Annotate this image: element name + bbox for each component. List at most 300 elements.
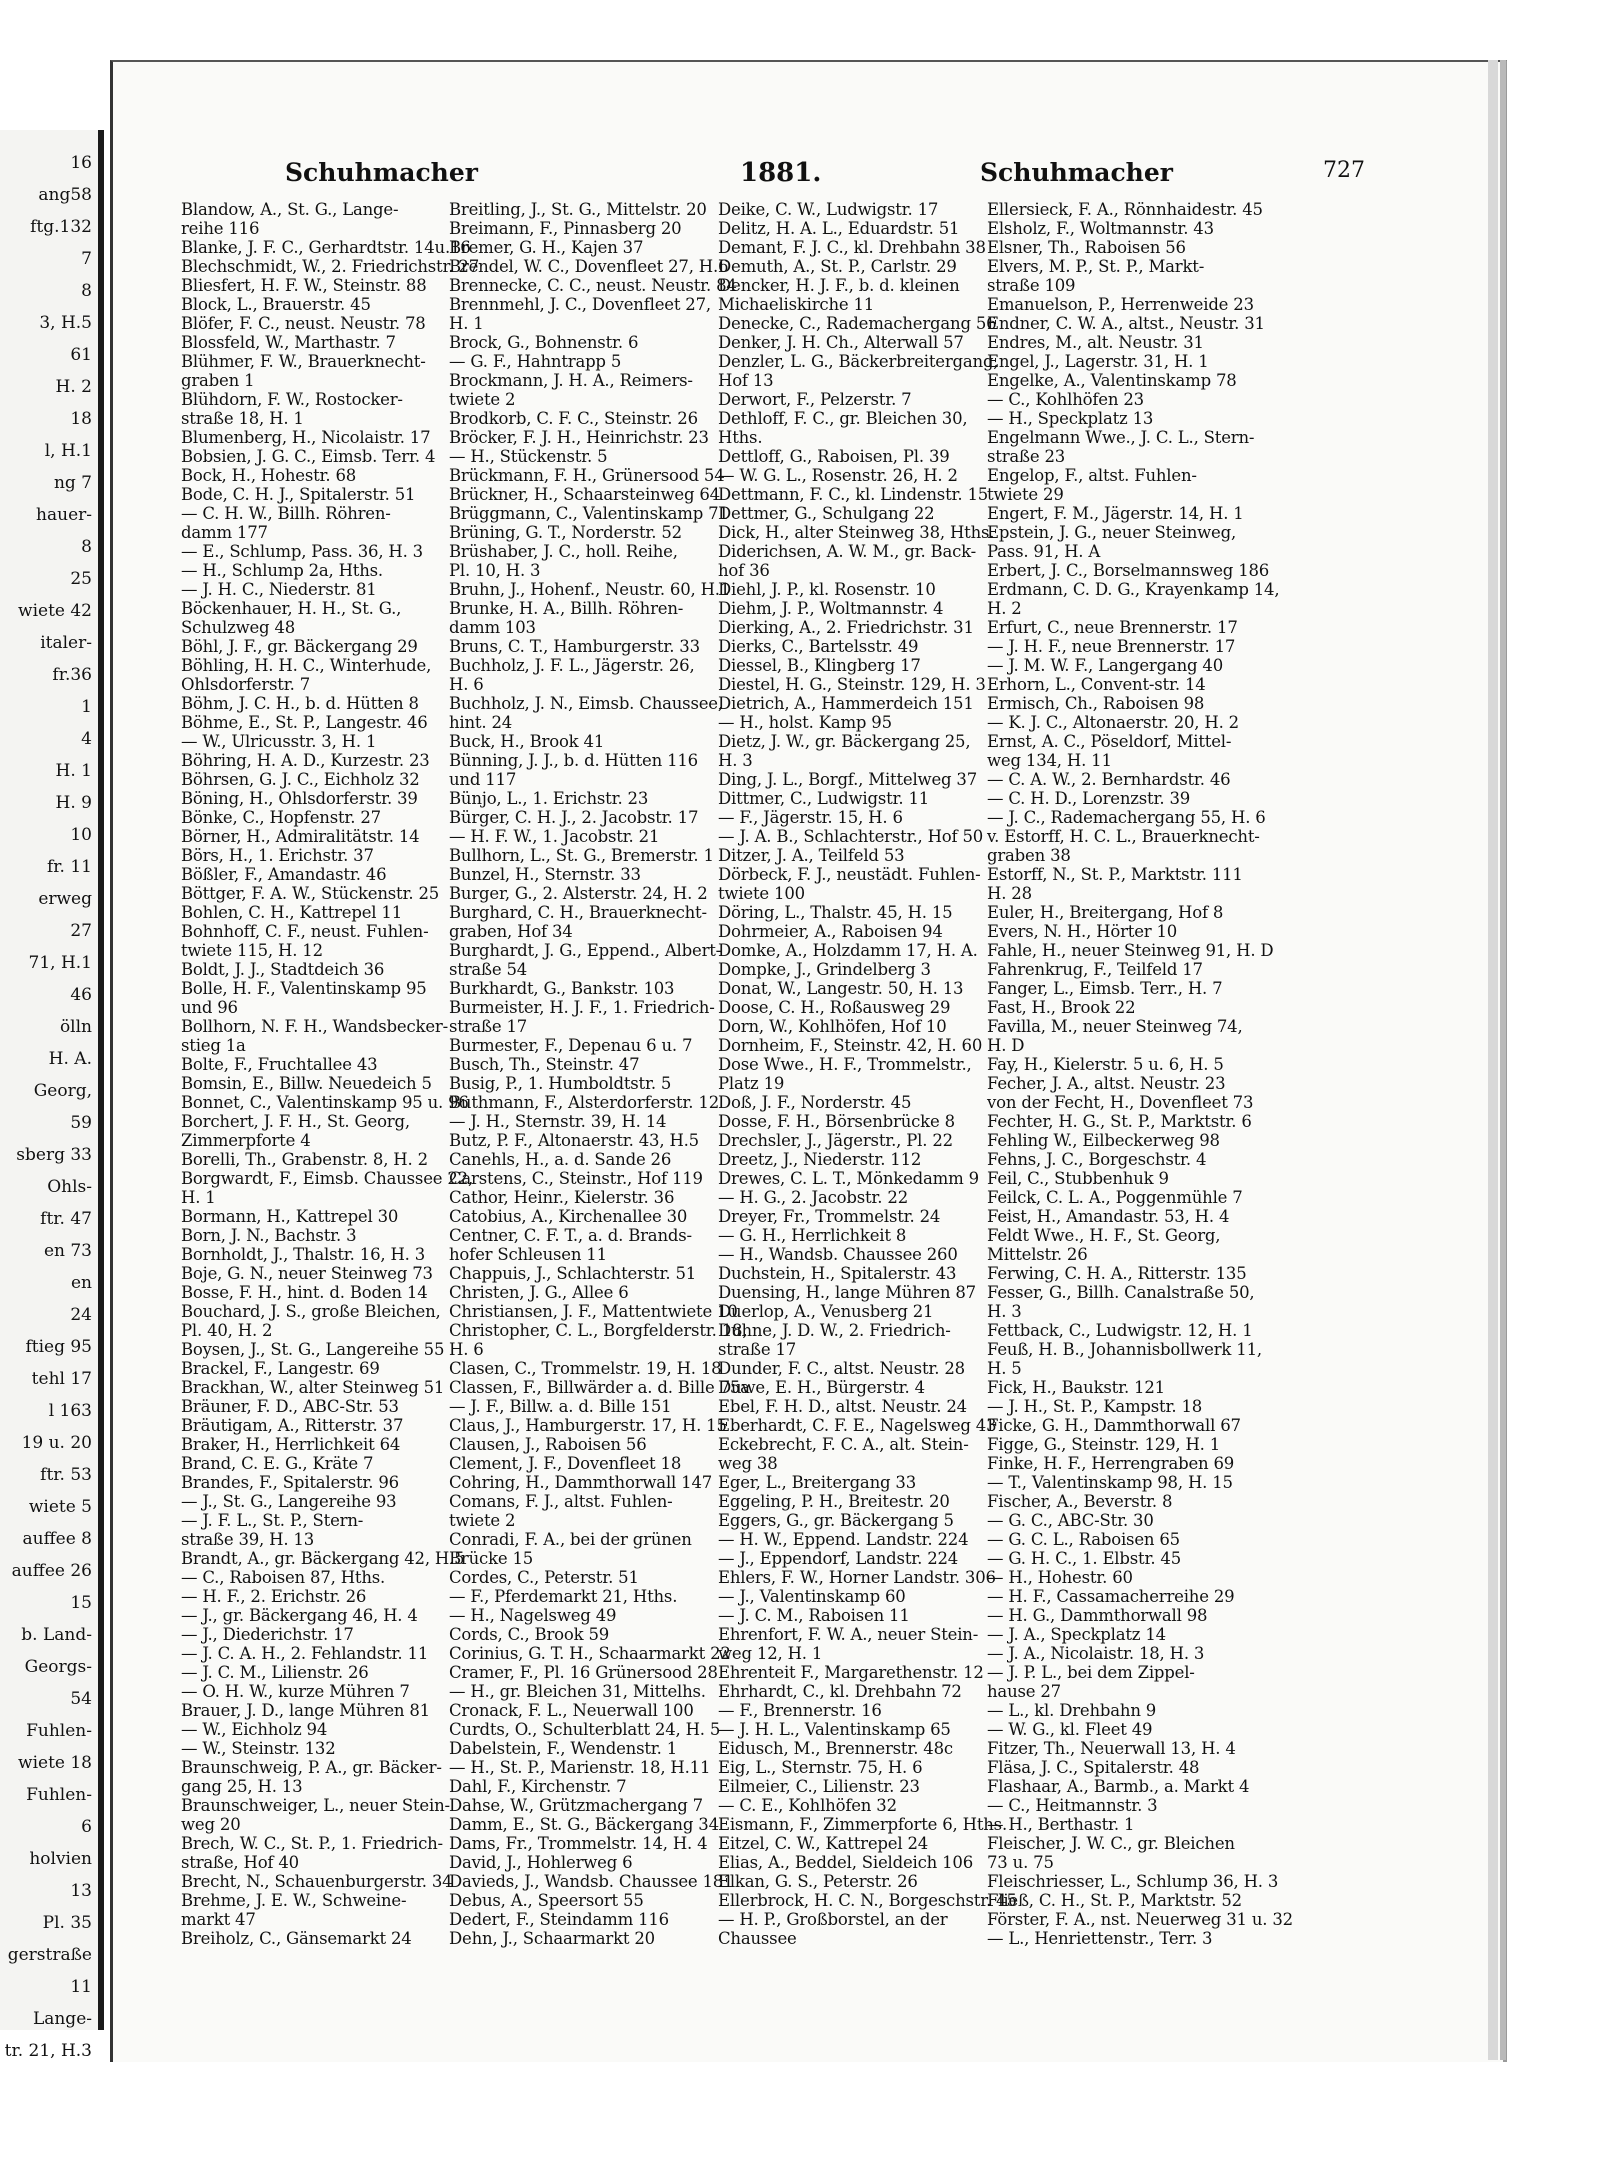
directory-entry-line: von der Fecht, H., Dovenfleet 73 xyxy=(987,1093,1254,1112)
directory-entry-line: Busig, P., 1. Humboldtstr. 5 xyxy=(449,1074,672,1093)
directory-entry-line: Brandes, F., Spitalerstr. 96 xyxy=(181,1473,399,1492)
directory-entry-line: Domke, A., Holzdamm 17, H. A. xyxy=(718,941,978,960)
directory-entry-line: hof 36 xyxy=(718,561,770,580)
directory-entry-line: Bünning, J. J., b. d. Hütten 116 xyxy=(449,751,698,770)
directory-entry-line: Böhl, J. F., gr. Bäckergang 29 xyxy=(181,637,418,656)
directory-entry-line: Eberhardt, C. F. E., Nagelsweg 43 xyxy=(718,1416,997,1435)
directory-entry-line: Dierks, C., Bartelsstr. 49 xyxy=(718,637,919,656)
directory-entry-line: reihe 116 xyxy=(181,219,260,238)
directory-entry-line: Classen, F., Billwärder a. d. Bille 75a xyxy=(449,1378,750,1397)
directory-entry-line: Bomsin, E., Billw. Neuedeich 5 xyxy=(181,1074,432,1093)
directory-entry-line: — J. F. L., St. P., Stern- xyxy=(181,1511,364,1530)
directory-entry-line: Comans, F. J., altst. Fuhlen- xyxy=(449,1492,673,1511)
directory-entry-line: — J., Eppendorf, Landstr. 224 xyxy=(718,1549,959,1568)
directory-entry-line: Burghardt, J. G., Eppend., Albert- xyxy=(449,941,722,960)
directory-entry-line: Dedert, F., Steindamm 116 xyxy=(449,1910,669,1929)
directory-entry-line: Böckenhauer, H. H., St. G., xyxy=(181,599,402,618)
directory-entry-line: Derwort, F., Pelzerstr. 7 xyxy=(718,390,912,409)
directory-entry-line: Diderichsen, A. W. M., gr. Back- xyxy=(718,542,977,561)
directory-entry-line: Brockmann, J. H. A., Reimers- xyxy=(449,371,693,390)
directory-entry-line: Erfurt, C., neue Brennerstr. 17 xyxy=(987,618,1238,637)
directory-entry-line: Dorn, W., Kohlhöfen, Hof 10 xyxy=(718,1017,947,1036)
directory-entry-line: Duhne, J. D. W., 2. Friedrich- xyxy=(718,1321,951,1340)
previous-page-fragment: H. 1 xyxy=(55,761,92,781)
previous-page-fragment: ftg.132 xyxy=(30,217,92,237)
directory-entry-line: Bolle, H. F., Valentinskamp 95 xyxy=(181,979,427,998)
directory-entry-line: Dietrich, A., Hammerdeich 151 xyxy=(718,694,974,713)
directory-entry-line: Fecher, J. A., altst. Neustr. 23 xyxy=(987,1074,1226,1093)
directory-entry-line: Block, L., Brauerstr. 45 xyxy=(181,295,371,314)
directory-entry-line: Cordes, C., Peterstr. 51 xyxy=(449,1568,639,1587)
directory-entry-line: Eidusch, M., Brennerstr. 48c xyxy=(718,1739,953,1758)
directory-entry-line: straße, Hof 40 xyxy=(181,1853,299,1872)
directory-entry-line: Conradi, F. A., bei der grünen xyxy=(449,1530,692,1549)
header-left-title: Schuhmacher xyxy=(285,158,478,187)
directory-entry-line: Bonnet, C., Valentinskamp 95 u. 96 xyxy=(181,1093,469,1112)
previous-page-fragment: Georg, xyxy=(33,1081,92,1101)
directory-entry-line: — C., Kohlhöfen 23 xyxy=(987,390,1144,409)
directory-entry-line: — H., gr. Bleichen 31, Mittelhs. xyxy=(449,1682,706,1701)
directory-entry-line: twiete 2 xyxy=(449,390,516,409)
directory-entry-line: Brennmehl, J. C., Dovenfleet 27, xyxy=(449,295,711,314)
directory-entry-line: Bullhorn, L., St. G., Bremerstr. 1 xyxy=(449,846,714,865)
directory-entry-line: straße 23 xyxy=(987,447,1066,466)
directory-entry-line: Damm, E., St. G., Bäckergang 34 xyxy=(449,1815,719,1834)
directory-entry-line: Brückner, H., Schaarsteinweg 64 xyxy=(449,485,720,504)
directory-entry-line: Böhrsen, G. J. C., Eichholz 32 xyxy=(181,770,420,789)
directory-entry-line: Dahl, F., Kirchenstr. 7 xyxy=(449,1777,627,1796)
directory-entry-line: Bruns, C. T., Hamburgerstr. 33 xyxy=(449,637,700,656)
directory-entry-line: Boysen, J., St. G., Langereihe 55 xyxy=(181,1340,445,1359)
directory-entry-line: Blechschmidt, W., 2. Friedrichstr. 27 xyxy=(181,257,480,276)
directory-entry-line: Eger, L., Breitergang 33 xyxy=(718,1473,916,1492)
previous-page-fragment: wiete 42 xyxy=(18,601,92,621)
directory-entry-line: — H. P., Großborstel, an der xyxy=(718,1910,948,1929)
directory-entry-line: — J. C., Rademachergang 55, H. 6 xyxy=(987,808,1266,827)
directory-entry-line: Dehn, J., Schaarmarkt 20 xyxy=(449,1929,655,1948)
previous-page-fragment: erweg xyxy=(38,889,92,909)
directory-entry-line: Brendel, W. C., Dovenfleet 27, H.6 xyxy=(449,257,729,276)
directory-entry-line: Brandt, A., gr. Bäckergang 42, H.5 xyxy=(181,1549,465,1568)
directory-entry-line: — C. H. D., Lorenzstr. 39 xyxy=(987,789,1191,808)
directory-entry-line: — G. C., ABC-Str. 30 xyxy=(987,1511,1154,1530)
directory-entry-line: Bruhn, J., Hohenf., Neustr. 60, H.1 xyxy=(449,580,731,599)
directory-entry-line: Corinius, G. T. H., Schaarmarkt 22 xyxy=(449,1644,731,1663)
directory-entry-line: Böhme, E., St. P., Langestr. 46 xyxy=(181,713,428,732)
directory-entry-line: — T., Valentinskamp 98, H. 15 xyxy=(987,1473,1233,1492)
directory-entry-line: H. 3 xyxy=(718,751,753,770)
header-year: 1881. xyxy=(740,158,822,188)
directory-entry-line: Eggeling, P. H., Breitestr. 20 xyxy=(718,1492,950,1511)
page-fold xyxy=(1488,60,1498,2060)
directory-entry-line: — H., holst. Kamp 95 xyxy=(718,713,892,732)
page-fold-shadow xyxy=(1500,60,1506,2060)
directory-entry-line: Brüshaber, J. C., holl. Reihe, xyxy=(449,542,678,561)
previous-page-edge xyxy=(0,130,104,2061)
directory-entry-line: Bremer, G. H., Kajen 37 xyxy=(449,238,644,257)
directory-entry-line: Dittmer, C., Ludwigstr. 11 xyxy=(718,789,930,808)
directory-entry-line: Buchholz, J. F. L., Jägerstr. 26, xyxy=(449,656,695,675)
directory-entry-line: gang 25, H. 13 xyxy=(181,1777,303,1796)
directory-entry-line: weg 20 xyxy=(181,1815,241,1834)
directory-entry-line: David, J., Hohlerweg 6 xyxy=(449,1853,633,1872)
directory-entry-line: — H. W., Eppend. Landstr. 224 xyxy=(718,1530,969,1549)
directory-entry-line: Pl. 40, H. 2 xyxy=(181,1321,273,1340)
directory-entry-line: Engert, F. M., Jägerstr. 14, H. 1 xyxy=(987,504,1244,523)
directory-entry-line: Bunzel, H., Sternstr. 33 xyxy=(449,865,641,884)
directory-entry-line: — F., Brennerstr. 16 xyxy=(718,1701,882,1720)
directory-entry-line: Breiholz, C., Gänsemarkt 24 xyxy=(181,1929,412,1948)
directory-entry-line: — W., Eichholz 94 xyxy=(181,1720,328,1739)
directory-entry-line: Elias, A., Beddel, Sieldeich 106 xyxy=(718,1853,974,1872)
previous-page-fragment: italer- xyxy=(40,633,92,653)
directory-entry-line: Ernst, A. C., Pöseldorf, Mittel- xyxy=(987,732,1232,751)
previous-page-fragment: 59 xyxy=(70,1113,92,1133)
directory-entry-line: Diestel, H. G., Steinstr. 129, H. 3 xyxy=(718,675,986,694)
directory-entry-line: Pass. 91, H. A xyxy=(987,542,1101,561)
directory-entry-line: Ehlers, F. W., Horner Landstr. 306 xyxy=(718,1568,996,1587)
directory-entry-line: markt 47 xyxy=(181,1910,256,1929)
previous-page-fragment: 7 xyxy=(81,249,92,269)
directory-entry-line: Brech, W. C., St. P., 1. Friedrich- xyxy=(181,1834,443,1853)
directory-entry-line: Böttger, F. A. W., Stückenstr. 25 xyxy=(181,884,440,903)
directory-entry-line: Borelli, Th., Grabenstr. 8, H. 2 xyxy=(181,1150,428,1169)
directory-entry-line: — H. G., Dammthorwall 98 xyxy=(987,1606,1208,1625)
directory-entry-line: Dencker, H. J. F., b. d. kleinen xyxy=(718,276,960,295)
directory-entry-line: Buck, H., Brook 41 xyxy=(449,732,605,751)
previous-page-fragment: auffee 26 xyxy=(11,1561,92,1581)
previous-page-fragment: auffee 8 xyxy=(22,1529,92,1549)
directory-entry-line: Cramer, F., Pl. 16 Grünersood 28 xyxy=(449,1663,718,1682)
directory-entry-line: Eitzel, C. W., Kattrepel 24 xyxy=(718,1834,929,1853)
directory-entry-line: — W., Ulricusstr. 3, H. 1 xyxy=(181,732,377,751)
directory-entry-line: — G. C. L., Raboisen 65 xyxy=(987,1530,1180,1549)
directory-entry-line: Dams, Fr., Trommelstr. 14, H. 4 xyxy=(449,1834,708,1853)
directory-entry-line: Eig, L., Sternstr. 75, H. 6 xyxy=(718,1758,923,1777)
directory-entry-line: Ficke, G. H., Dammthorwall 67 xyxy=(987,1416,1241,1435)
directory-entry-line: Blanke, J. F. C., Gerhardtstr. 14u.16 xyxy=(181,238,471,257)
previous-page-fragment: Georgs- xyxy=(24,1657,92,1677)
directory-entry-line: — C., Raboisen 87, Hths. xyxy=(181,1568,386,1587)
directory-entry-line: und 96 xyxy=(181,998,238,1017)
directory-entry-line: Dompke, J., Grindelberg 3 xyxy=(718,960,931,979)
directory-entry-line: Ebel, F. H. D., altst. Neustr. 24 xyxy=(718,1397,967,1416)
directory-entry-line: Fettback, C., Ludwigstr. 12, H. 1 xyxy=(987,1321,1253,1340)
directory-entry-line: — J. H. L., Valentinskamp 65 xyxy=(718,1720,951,1739)
directory-entry-line: Brackhan, W., alter Steinweg 51 xyxy=(181,1378,445,1397)
directory-entry-line: — J. P. L., bei dem Zippel- xyxy=(987,1663,1195,1682)
directory-entry-line: Borchert, J. F. H., St. Georg, xyxy=(181,1112,410,1131)
directory-entry-line: Schulzweg 48 xyxy=(181,618,296,637)
directory-entry-line: H. 1 xyxy=(449,314,484,333)
directory-entry-line: Engelop, F., altst. Fuhlen- xyxy=(987,466,1197,485)
directory-entry-line: Brehme, J. E. W., Schweine- xyxy=(181,1891,407,1910)
directory-entry-line: Bräutigam, A., Ritterstr. 37 xyxy=(181,1416,404,1435)
directory-entry-line: — H. F. W., 1. Jacobstr. 21 xyxy=(449,827,660,846)
previous-page-fragment: l 163 xyxy=(48,1401,92,1421)
directory-entry-line: Fahle, H., neuer Steinweg 91, H. D xyxy=(987,941,1274,960)
directory-entry-line: Blöfer, F. C., neust. Neustr. 78 xyxy=(181,314,426,333)
directory-entry-line: — L., kl. Drehbahn 9 xyxy=(987,1701,1157,1720)
directory-entry-line: twiete 29 xyxy=(987,485,1064,504)
directory-entry-line: — J. A., Speckplatz 14 xyxy=(987,1625,1166,1644)
directory-entry-line: — G. H. C., 1. Elbstr. 45 xyxy=(987,1549,1182,1568)
directory-entry-line: Brückmann, F. H., Grünersood 54 xyxy=(449,466,725,485)
directory-entry-line: Evers, N. H., Hörter 10 xyxy=(987,922,1178,941)
directory-entry-line: Emanuelson, P., Herrenweide 23 xyxy=(987,295,1254,314)
directory-entry-line: Ohlsdorferstr. 7 xyxy=(181,675,311,694)
directory-entry-line: Fleischriesser, L., Schlump 36, H. 3 xyxy=(987,1872,1279,1891)
directory-entry-line: Ding, J. L., Borgf., Mittelweg 37 xyxy=(718,770,978,789)
directory-entry-line: weg 12, H. 1 xyxy=(718,1644,823,1663)
directory-entry-line: Debus, A., Speersort 55 xyxy=(449,1891,644,1910)
directory-entry-line: — J. A. B., Schlachterstr., Hof 50 xyxy=(718,827,984,846)
directory-entry-line: Blühdorn, F. W., Rostocker- xyxy=(181,390,403,409)
directory-entry-line: Bohlen, C. H., Kattrepel 11 xyxy=(181,903,403,922)
directory-entry-line: Feil, C., Stubbenhuk 9 xyxy=(987,1169,1169,1188)
directory-entry-line: twiete 115, H. 12 xyxy=(181,941,323,960)
directory-entry-line: v. Estorff, H. C. L., Brauerknecht- xyxy=(987,827,1260,846)
directory-entry-line: — G. F., Hahntrapp 5 xyxy=(449,352,622,371)
directory-entry-line: Blühmer, F. W., Brauerknecht- xyxy=(181,352,426,371)
directory-entry-line: Engel, J., Lagerstr. 31, H. 1 xyxy=(987,352,1209,371)
page-header xyxy=(285,158,1365,194)
directory-entry-line: Ermisch, Ch., Raboisen 98 xyxy=(987,694,1205,713)
directory-entry-line: Figge, G., Steinstr. 129, H. 1 xyxy=(987,1435,1221,1454)
directory-entry-line: Christopher, C. L., Borgfelderstr. 18, xyxy=(449,1321,748,1340)
directory-entry-line: und 117 xyxy=(449,770,517,789)
directory-entry-line: Fitzer, Th., Neuerwall 13, H. 4 xyxy=(987,1739,1236,1758)
page-number: 727 xyxy=(1323,158,1365,183)
directory-entry-line: Doose, C. H., Roßausweg 29 xyxy=(718,998,951,1017)
directory-entry-line: Bornholdt, J., Thalstr. 16, H. 3 xyxy=(181,1245,426,1264)
previous-page-fragment: 10 xyxy=(70,825,92,845)
directory-entry-line: Fast, H., Brook 22 xyxy=(987,998,1136,1017)
directory-entry-line: Cronack, F. L., Neuerwall 100 xyxy=(449,1701,694,1720)
directory-entry-line: Centner, C. F. T., a. d. Brands- xyxy=(449,1226,692,1245)
directory-entry-line: Bröcker, F. J. H., Heinrichstr. 23 xyxy=(449,428,709,447)
previous-page-fragment: 16 xyxy=(70,153,92,173)
directory-entry-line: Ehrhardt, C., kl. Drehbahn 72 xyxy=(718,1682,962,1701)
directory-entry-line: Börner, H., Admiralitätstr. 14 xyxy=(181,827,420,846)
directory-entry-line: — F., Pferdemarkt 21, Hths. xyxy=(449,1587,678,1606)
directory-entry-line: Burmester, F., Depenau 6 u. 7 xyxy=(449,1036,693,1055)
directory-entry-line: Brodkorb, C. F. C., Steinstr. 26 xyxy=(449,409,698,428)
directory-entry-line: Elkan, G. S., Peterstr. 26 xyxy=(718,1872,918,1891)
previous-page-fragment: ftieg 95 xyxy=(25,1337,92,1357)
directory-entry-line: Delitz, H. A. L., Eduardstr. 51 xyxy=(718,219,960,238)
directory-entry-line: Denecke, C., Rademachergang 56 xyxy=(718,314,997,333)
directory-entry-line: Bouchard, J. S., große Bleichen, xyxy=(181,1302,441,1321)
directory-entry-line: Claus, J., Hamburgerstr. 17, H. 15 xyxy=(449,1416,727,1435)
directory-entry-line: Deike, C. W., Ludwigstr. 17 xyxy=(718,200,939,219)
directory-entry-line: Donat, W., Langestr. 50, H. 13 xyxy=(718,979,964,998)
directory-entry-line: — O. H. W., kurze Mühren 7 xyxy=(181,1682,410,1701)
directory-entry-line: straße 17 xyxy=(449,1017,528,1036)
directory-entry-line: Brennecke, C. C., neust. Neustr. 84 xyxy=(449,276,737,295)
previous-page-fragment: en xyxy=(70,1273,92,1293)
directory-entry-line: Boje, G. N., neuer Steinweg 73 xyxy=(181,1264,433,1283)
directory-entry-line: Ehrenteit F., Margarethenstr. 12 xyxy=(718,1663,984,1682)
previous-page-fragment: sberg 33 xyxy=(16,1145,92,1165)
directory-entry-line: Bräuner, F. D., ABC-Str. 53 xyxy=(181,1397,399,1416)
directory-entry-line: Clausen, J., Raboisen 56 xyxy=(449,1435,647,1454)
directory-entry-line: graben, Hof 34 xyxy=(449,922,573,941)
directory-entry-line: — J. C. M., Lilienstr. 26 xyxy=(181,1663,369,1682)
directory-entry-line: Fläsa, J. C., Spitalerstr. 48 xyxy=(987,1758,1200,1777)
directory-entry-line: Burghard, C. H., Brauerknecht- xyxy=(449,903,707,922)
directory-entry-line: Brackel, F., Langestr. 69 xyxy=(181,1359,380,1378)
directory-entry-line: Dabelstein, F., Wendenstr. 1 xyxy=(449,1739,678,1758)
previous-page-fragment: holvien xyxy=(29,1849,92,1869)
directory-entry-line: — J., Valentinskamp 60 xyxy=(718,1587,906,1606)
directory-entry-line: Dreyer, Fr., Trommelstr. 24 xyxy=(718,1207,941,1226)
directory-entry-line: Fay, H., Kielerstr. 5 u. 6, H. 5 xyxy=(987,1055,1224,1074)
directory-entry-line: Fischer, A., Beverstr. 8 xyxy=(987,1492,1173,1511)
directory-entry-line: Busch, Th., Steinstr. 47 xyxy=(449,1055,640,1074)
directory-entry-line: Bock, H., Hohestr. 68 xyxy=(181,466,357,485)
directory-entry-line: Engelmann Wwe., J. C. L., Stern- xyxy=(987,428,1255,447)
directory-entry-line: Butz, P. F., Altonaerstr. 43, H.5 xyxy=(449,1131,699,1150)
directory-entry-line: Ferwing, C. H. A., Ritterstr. 135 xyxy=(987,1264,1247,1283)
directory-entry-line: Feuß, H. B., Johannisbollwerk 11, xyxy=(987,1340,1262,1359)
directory-entry-line: Ellerbrock, H. C. N., Borgeschstr. 45 xyxy=(718,1891,1017,1910)
directory-entry-line: H. 6 xyxy=(449,1340,484,1359)
directory-entry-line: Ellersieck, F. A., Rönnhaidestr. 45 xyxy=(987,200,1263,219)
directory-entry-line: H. 28 xyxy=(987,884,1032,903)
directory-entry-line: Favilla, M., neuer Steinweg 74, xyxy=(987,1017,1243,1036)
directory-entry-line: — C. A. W., 2. Bernhardstr. 46 xyxy=(987,770,1231,789)
directory-entry-line: 73 u. 75 xyxy=(987,1853,1054,1872)
directory-entry-line: Dosse, F. H., Börsenbrücke 8 xyxy=(718,1112,955,1131)
directory-entry-line: — H. F., 2. Erichstr. 26 xyxy=(181,1587,367,1606)
directory-entry-line: — J. A., Nicolaistr. 18, H. 3 xyxy=(987,1644,1205,1663)
directory-entry-line: Borgwardt, F., Eimsb. Chaussee 22, xyxy=(181,1169,474,1188)
directory-entry-line: Endres, M., alt. Neustr. 31 xyxy=(987,333,1204,352)
previous-page-fragment: ftr. 53 xyxy=(40,1465,92,1485)
directory-entry-line: Dethloff, F. C., gr. Bleichen 30, xyxy=(718,409,968,428)
directory-entry-line: Feilck, C. L. A., Poggenmühle 7 xyxy=(987,1188,1243,1207)
directory-entry-line: Diessel, B., Klingberg 17 xyxy=(718,656,921,675)
directory-entry-line: twiete 2 xyxy=(449,1511,516,1530)
directory-entry-line: Born, J. N., Bachstr. 3 xyxy=(181,1226,357,1245)
previous-page-fragment: en 73 xyxy=(43,1241,92,1261)
previous-page-fragment: 61 xyxy=(70,345,92,365)
directory-entry-line: Pl. 10, H. 3 xyxy=(449,561,541,580)
directory-entry-line: — H., Berthastr. 1 xyxy=(987,1815,1135,1834)
directory-entry-line: Michaeliskirche 11 xyxy=(718,295,875,314)
directory-entry-line: Cohring, H., Dammthorwall 147 xyxy=(449,1473,713,1492)
directory-entry-line: Bosse, F. H., hint. d. Boden 14 xyxy=(181,1283,428,1302)
directory-entry-line: — E., Schlump, Pass. 36, H. 3 xyxy=(181,542,423,561)
directory-entry-line: Christen, J. G., Allee 6 xyxy=(449,1283,629,1302)
directory-entry-line: Bohnhoff, C. F., neust. Fuhlen- xyxy=(181,922,429,941)
directory-entry-line: stieg 1a xyxy=(181,1036,246,1055)
directory-entry-line: Christiansen, J. F., Mattentwiete 10 xyxy=(449,1302,738,1321)
directory-entry-line: — H., Speckplatz 13 xyxy=(987,409,1154,428)
previous-page-fragment: ölln xyxy=(59,1017,92,1037)
directory-entry-line: Breimann, F., Pinnasberg 20 xyxy=(449,219,682,238)
directory-entry-line: — C. E., Kohlhöfen 32 xyxy=(718,1796,897,1815)
previous-page-fragment: 54 xyxy=(70,1689,92,1709)
directory-entry-line: — J., St. G., Langereihe 93 xyxy=(181,1492,397,1511)
directory-entry-line: — F., Jägerstr. 15, H. 6 xyxy=(718,808,903,827)
directory-entry-line: Bollhorn, N. F. H., Wandsbecker- xyxy=(181,1017,448,1036)
directory-entry-line: Burkhardt, G., Bankstr. 103 xyxy=(449,979,675,998)
directory-entry-line: Döring, L., Thalstr. 45, H. 15 xyxy=(718,903,953,922)
directory-entry-line: Fahrenkrug, F., Teilfeld 17 xyxy=(987,960,1203,979)
directory-entry-line: Doß, J. F., Norderstr. 45 xyxy=(718,1093,912,1112)
directory-entry-line: Böhling, H. H. C., Winterhude, xyxy=(181,656,432,675)
directory-entry-line: damm 103 xyxy=(449,618,536,637)
directory-entry-line: Chaussee xyxy=(718,1929,797,1948)
directory-entry-line: Bode, C. H. J., Spitalerstr. 51 xyxy=(181,485,416,504)
directory-entry-line: Erhorn, L., Convent-str. 14 xyxy=(987,675,1206,694)
previous-page-fragment: H. 2 xyxy=(55,377,92,397)
directory-entry-line: — L., Henriettenstr., Terr. 3 xyxy=(987,1929,1213,1948)
directory-entry-line: — J. H. C., Niederstr. 81 xyxy=(181,580,377,599)
previous-page-fragment: hauer- xyxy=(36,505,92,525)
directory-entry-line: Brock, G., Bohnenstr. 6 xyxy=(449,333,639,352)
directory-entry-line: Böning, H., Ohlsdorferstr. 39 xyxy=(181,789,418,808)
directory-entry-line: Duchstein, H., Spitalerstr. 43 xyxy=(718,1264,957,1283)
directory-entry-line: Dierking, A., 2. Friedrichstr. 31 xyxy=(718,618,974,637)
directory-entry-line: Bönke, C., Hopfenstr. 27 xyxy=(181,808,381,827)
directory-entry-line: damm 177 xyxy=(181,523,268,542)
directory-entry-line: Platz 19 xyxy=(718,1074,785,1093)
previous-page-fragment: tr. 21, H.3 xyxy=(4,2041,92,2061)
directory-entry-line: Brauer, J. D., lange Mühren 81 xyxy=(181,1701,430,1720)
directory-entry-line: — H., Schlump 2a, Hths. xyxy=(181,561,383,580)
directory-entry-line: Drechsler, J., Jägerstr., Pl. 22 xyxy=(718,1131,953,1150)
directory-entry-line: H. 5 xyxy=(987,1359,1022,1378)
directory-entry-line: weg 38 xyxy=(718,1454,778,1473)
directory-entry-line: Eismann, F., Zimmerpforte 6, Hths. xyxy=(718,1815,1007,1834)
directory-entry-line: Burmeister, H. J. F., 1. Friedrich- xyxy=(449,998,715,1017)
directory-entry-line: — J. C. M., Raboisen 11 xyxy=(718,1606,910,1625)
directory-entry-line: Brüning, G. T., Norderstr. 52 xyxy=(449,523,682,542)
directory-entry-line: straße 109 xyxy=(987,276,1076,295)
directory-entry-line: Bliesfert, H. F. W., Steinstr. 88 xyxy=(181,276,427,295)
directory-entry-line: — H. G., 2. Jacobstr. 22 xyxy=(718,1188,908,1207)
directory-entry-line: Dreetz, J., Niederstr. 112 xyxy=(718,1150,922,1169)
directory-entry-line: straße 54 xyxy=(449,960,528,979)
directory-entry-line: Feldt Wwe., H. F., St. Georg, xyxy=(987,1226,1221,1245)
previous-page-fragment: ftr. 47 xyxy=(40,1209,92,1229)
directory-entry-line: Braker, H., Herrlichkeit 64 xyxy=(181,1435,401,1454)
directory-entry-line: Dietz, J. W., gr. Bäckergang 25, xyxy=(718,732,971,751)
directory-entry-line: twiete 100 xyxy=(718,884,805,903)
directory-entry-line: Estorff, N., St. P., Marktstr. 111 xyxy=(987,865,1243,884)
directory-entry-line: Börs, H., 1. Erichstr. 37 xyxy=(181,846,374,865)
previous-page-fragment: 71, H.1 xyxy=(28,953,92,973)
directory-entry-line: Erbert, J. C., Borselmannsweg 186 xyxy=(987,561,1270,580)
directory-entry-line: Bürger, C. H. J., 2. Jacobstr. 17 xyxy=(449,808,699,827)
directory-entry-line: — H. F., Cassamacherreihe 29 xyxy=(987,1587,1235,1606)
directory-entry-line: — J. F., Billw. a. d. Bille 151 xyxy=(449,1397,672,1416)
previous-page-fragment: Lange- xyxy=(32,2009,92,2029)
directory-entry-line: Brücke 15 xyxy=(449,1549,534,1568)
previous-page-fragment: H. A. xyxy=(48,1049,92,1069)
directory-entry-line: Finke, H. F., Herrengraben 69 xyxy=(987,1454,1235,1473)
previous-page-fragment: tehl 17 xyxy=(31,1369,92,1389)
directory-entry-line: Clement, J. F., Dovenfleet 18 xyxy=(449,1454,682,1473)
directory-entry-line: Drewes, C. L. T., Mönkedamm 9 xyxy=(718,1169,979,1188)
previous-page-fragment: gerstraße xyxy=(7,1945,92,1965)
previous-page-fragment: 4 xyxy=(81,729,92,749)
directory-entry-line: — C. H. W., Billh. Röhren- xyxy=(181,504,391,523)
directory-entry-line: Blossfeld, W., Marthastr. 7 xyxy=(181,333,396,352)
